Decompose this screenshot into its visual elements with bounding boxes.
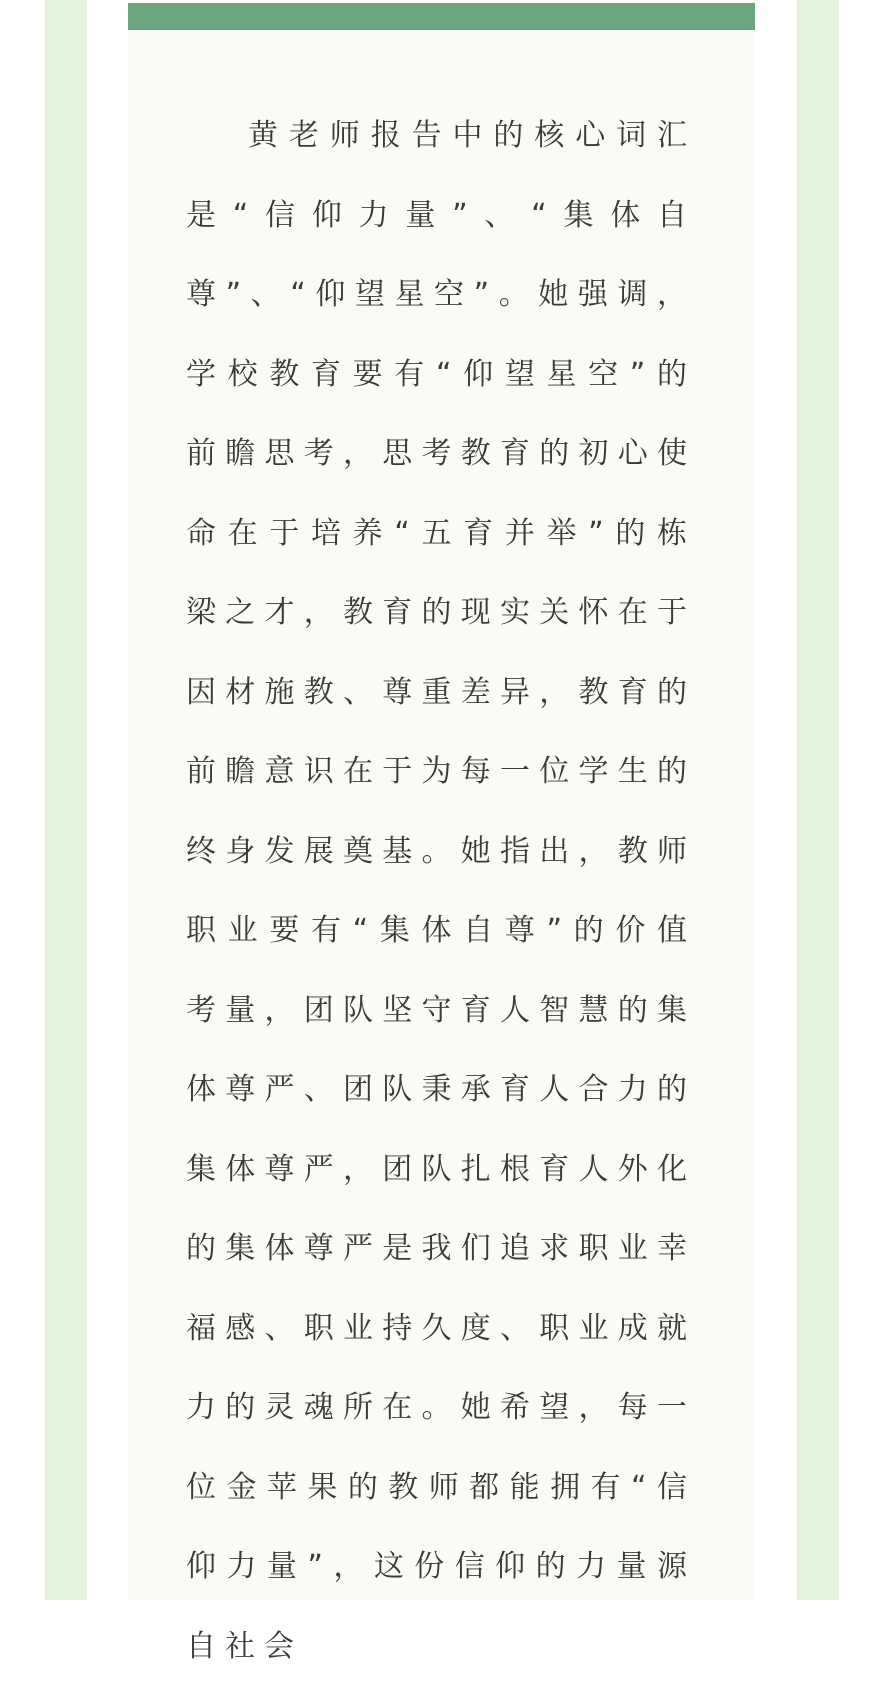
- left-decorative-stripe: [45, 0, 87, 1600]
- right-decorative-stripe: [797, 0, 839, 1600]
- card-header-bar: [128, 3, 755, 30]
- article-card: [128, 0, 755, 1664]
- article-paragraph: 黄老师报告中的核心词汇是“信仰力量”、“集体自尊”、“仰望星空”。她强调，学校教育要有“仰望星空”的前瞻思考，思考教育的初心使命在于培养“五育并举”的栋梁之才，教育的现实关怀在于因材施教、尊重差异，教育的前瞻意识在于为每一位学生的终身发展奠基。她指出，教师职业要有“集体自尊”的价值考量，团队坚守育人智慧的集体尊严、团队秉承育人合力的集体尊严，团队扎根育人外化的集体尊严是我们追求职业幸福感、职业持久度、职业成就力的灵魂所在。她希望，每一位金苹果的教师都能拥有“信仰力量”，这份信仰的力量源自社会: [186, 118, 696, 1664]
